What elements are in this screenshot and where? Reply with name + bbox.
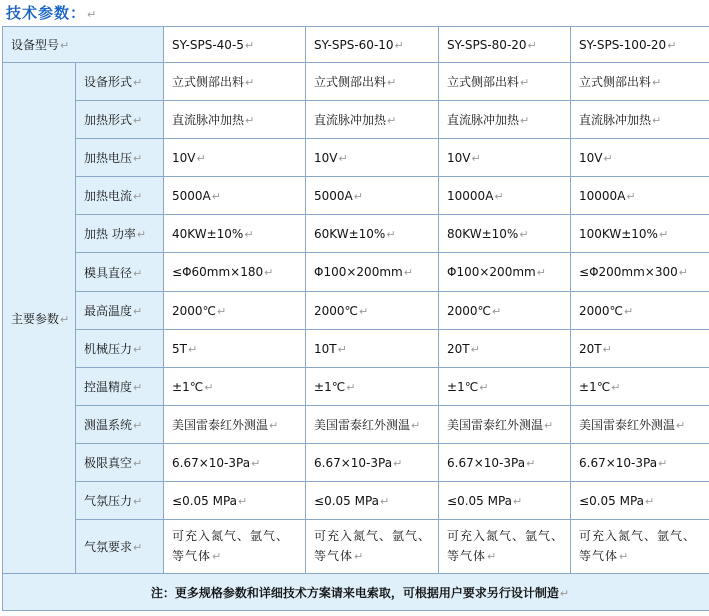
param-value: ≤0.05 MPa xyxy=(579,493,645,508)
param-value-cell xyxy=(164,482,306,520)
param-value-cell xyxy=(164,177,306,215)
param-label: 加热电流 xyxy=(84,189,133,203)
param-value-cell xyxy=(164,292,306,330)
param-label-cell xyxy=(76,215,164,253)
param-value: 10000A xyxy=(579,188,626,203)
param-value-cell xyxy=(164,253,306,292)
param-value-cell xyxy=(439,406,571,444)
param-value-cell xyxy=(439,253,571,292)
model-cell xyxy=(439,27,571,63)
param-value-cell xyxy=(164,444,306,482)
param-value-cell xyxy=(306,406,439,444)
param-value: 6.67×10-3Pa xyxy=(314,455,393,470)
section-title xyxy=(6,2,97,23)
paragraph-mark-icon: ↵ xyxy=(602,342,612,356)
paragraph-mark-icon: ↵ xyxy=(658,456,668,470)
param-value: 60KW±10% xyxy=(314,226,386,241)
param-value-cell xyxy=(571,253,709,292)
param-value: 直流脉冲加热 xyxy=(447,113,520,127)
model-name: SY-SPS-80-20 xyxy=(447,37,527,52)
table-row-note xyxy=(3,574,709,611)
paragraph-mark-icon: ↵ xyxy=(494,189,504,203)
param-value-cell xyxy=(571,101,709,139)
paragraph-mark-icon: ↵ xyxy=(626,189,636,203)
paragraph-mark-icon: ↵ xyxy=(133,419,143,432)
paragraph-mark-icon: ↵ xyxy=(624,304,634,318)
param-value-cell xyxy=(164,368,306,406)
param-value: 立式侧部出料 xyxy=(579,75,652,89)
paragraph-mark-icon: ↵ xyxy=(471,151,481,165)
param-value-cell xyxy=(164,406,306,444)
paragraph-mark-icon: ↵ xyxy=(667,38,677,52)
param-value: 美国雷泰红外测温 xyxy=(447,418,544,432)
paragraph-mark-icon: ↵ xyxy=(353,189,363,203)
table-row xyxy=(3,253,709,292)
param-value: 5000A xyxy=(314,188,353,203)
paragraph-mark-icon: ↵ xyxy=(559,586,570,600)
param-value-cell xyxy=(306,292,439,330)
paragraph-mark-icon: ↵ xyxy=(264,266,274,279)
model-label-cell xyxy=(3,27,164,63)
param-value: 可充入氮气、氩气、等气体 xyxy=(172,529,290,563)
param-value: 2000℃ xyxy=(172,303,217,318)
paragraph-mark-icon: ↵ xyxy=(411,419,421,432)
param-label-cell xyxy=(76,520,164,574)
param-value: 美国雷泰红外测温 xyxy=(579,418,676,432)
paragraph-mark-icon: ↵ xyxy=(187,342,198,356)
param-value: ≤0.05 MPa xyxy=(447,493,513,508)
paragraph-mark-icon: ↵ xyxy=(387,76,397,89)
param-value-cell xyxy=(306,101,439,139)
paragraph-mark-icon: ↵ xyxy=(536,266,546,279)
paragraph-mark-icon: ↵ xyxy=(470,342,480,356)
param-label: 模具直径 xyxy=(84,265,133,280)
param-value: Φ100×200mm xyxy=(314,265,403,279)
param-value: 20T xyxy=(447,341,470,356)
param-value-cell xyxy=(571,215,709,253)
param-value: 10V xyxy=(579,150,603,165)
paragraph-mark-icon: ↵ xyxy=(645,494,655,508)
param-value: 6.67×10-3Pa xyxy=(447,455,526,470)
spec-table xyxy=(2,26,709,611)
table-row xyxy=(3,330,709,368)
model-name: SY-SPS-60-10 xyxy=(314,37,394,52)
param-label: 极限真空 xyxy=(84,456,133,470)
paragraph-mark-icon: ↵ xyxy=(133,266,143,280)
paragraph-mark-icon: ↵ xyxy=(403,266,413,279)
param-value-cell xyxy=(571,520,709,574)
paragraph-mark-icon: ↵ xyxy=(513,494,523,508)
param-value-cell xyxy=(306,215,439,253)
param-label-cell xyxy=(76,63,164,101)
param-label: 加热 功率 xyxy=(84,227,136,241)
param-value-cell xyxy=(439,368,571,406)
paragraph-mark-icon: ↵ xyxy=(133,381,143,394)
paragraph-mark-icon: ↵ xyxy=(519,227,529,241)
paragraph-mark-icon: ↵ xyxy=(133,76,143,89)
param-value: 美国雷泰红外测温 xyxy=(172,418,269,432)
param-value: 6.67×10-3Pa xyxy=(172,455,251,470)
param-value-cell xyxy=(439,215,571,253)
param-value-cell xyxy=(571,406,709,444)
paragraph-mark-icon: ↵ xyxy=(520,114,530,127)
param-value: 直流脉冲加热 xyxy=(579,113,652,127)
param-value-cell xyxy=(306,63,439,101)
paragraph-mark-icon: ↵ xyxy=(133,305,143,318)
param-value-cell xyxy=(306,482,439,520)
paragraph-mark-icon: ↵ xyxy=(337,342,347,356)
paragraph-mark-icon: ↵ xyxy=(359,304,369,318)
paragraph-mark-icon: ↵ xyxy=(354,550,365,563)
param-value-cell xyxy=(306,139,439,177)
param-label-cell xyxy=(76,330,164,368)
param-value: 6.67×10-3Pa xyxy=(579,455,658,470)
param-value: 2000℃ xyxy=(579,303,624,318)
param-label-cell xyxy=(76,292,164,330)
paragraph-mark-icon: ↵ xyxy=(211,189,221,203)
paragraph-mark-icon: ↵ xyxy=(251,456,261,470)
paragraph-mark-icon: ↵ xyxy=(479,380,489,394)
param-label: 控温精度 xyxy=(84,380,133,394)
param-value-cell xyxy=(306,177,439,215)
paragraph-mark-icon: ↵ xyxy=(346,380,356,394)
param-value: ±1℃ xyxy=(172,379,204,394)
table-row xyxy=(3,292,709,330)
param-value-cell xyxy=(306,330,439,368)
param-value: 40KW±10% xyxy=(172,226,244,241)
param-value: 立式侧部出料 xyxy=(447,75,520,89)
paragraph-mark-icon: ↵ xyxy=(269,419,279,432)
note-cell xyxy=(3,574,709,611)
param-value-cell xyxy=(164,101,306,139)
note-text: 注：更多规格参数和详细技术方案请来电索取，可根据用户要求另行设计制造 xyxy=(150,585,559,600)
param-value: 美国雷泰红外测温 xyxy=(314,418,411,432)
paragraph-mark-icon: ↵ xyxy=(619,550,630,563)
param-label: 最高温度 xyxy=(84,304,133,318)
param-value-cell xyxy=(571,482,709,520)
param-label-cell xyxy=(76,444,164,482)
param-value-cell xyxy=(306,520,439,574)
param-label: 气氛要求 xyxy=(84,540,133,554)
paragraph-mark-icon: ↵ xyxy=(87,8,98,21)
paragraph-mark-icon: ↵ xyxy=(204,380,214,394)
group-label: 主要参数 xyxy=(11,311,60,326)
paragraph-mark-icon: ↵ xyxy=(487,550,498,563)
param-value: ≤0.05 MPa xyxy=(172,493,238,508)
paragraph-mark-icon: ↵ xyxy=(393,456,403,470)
param-label: 机械压力 xyxy=(84,342,133,356)
param-value-cell xyxy=(164,520,306,574)
param-value: 10V xyxy=(172,150,196,165)
param-value-cell xyxy=(571,63,709,101)
paragraph-mark-icon: ↵ xyxy=(133,190,143,203)
paragraph-mark-icon: ↵ xyxy=(678,266,688,279)
paragraph-mark-icon: ↵ xyxy=(212,550,223,563)
param-value-cell xyxy=(571,368,709,406)
param-value-cell xyxy=(306,444,439,482)
param-label-cell xyxy=(76,177,164,215)
table-row xyxy=(3,482,709,520)
paragraph-mark-icon: ↵ xyxy=(526,456,536,470)
param-value: 直流脉冲加热 xyxy=(172,113,245,127)
model-cell xyxy=(164,27,306,63)
model-name: SY-SPS-100-20 xyxy=(579,37,667,52)
param-value: 5T xyxy=(172,341,187,356)
table-row xyxy=(3,63,709,101)
paragraph-mark-icon: ↵ xyxy=(611,380,621,394)
paragraph-mark-icon: ↵ xyxy=(60,39,70,52)
table-row-header xyxy=(3,27,709,63)
param-label: 气氛压力 xyxy=(84,494,133,508)
param-value: ≤Φ200mm×300 xyxy=(579,265,678,279)
paragraph-mark-icon: ↵ xyxy=(394,38,404,52)
param-value: 可充入氮气、氩气、等气体 xyxy=(579,529,697,563)
param-value: ≤Φ60mm×180 xyxy=(172,265,264,279)
param-value-cell xyxy=(571,292,709,330)
param-value: 可充入氮气、氩气、等气体 xyxy=(447,529,565,563)
paragraph-mark-icon: ↵ xyxy=(245,114,255,127)
paragraph-mark-icon: ↵ xyxy=(217,304,227,318)
paragraph-mark-icon: ↵ xyxy=(245,76,255,89)
param-label-cell xyxy=(76,368,164,406)
param-label-cell xyxy=(76,406,164,444)
section-title-text: 技术参数： xyxy=(6,4,87,22)
param-value: ≤0.05 MPa xyxy=(314,493,380,508)
param-label: 加热电压 xyxy=(84,151,133,165)
paragraph-mark-icon: ↵ xyxy=(244,38,255,52)
model-label: 设备型号 xyxy=(11,38,60,52)
paragraph-mark-icon: ↵ xyxy=(652,76,662,89)
param-value-cell xyxy=(439,330,571,368)
param-label-cell xyxy=(76,139,164,177)
param-label-cell xyxy=(76,482,164,520)
table-row xyxy=(3,406,709,444)
param-value-cell xyxy=(571,139,709,177)
param-value-cell xyxy=(306,253,439,292)
param-label-cell xyxy=(76,253,164,292)
param-value-cell xyxy=(439,482,571,520)
paragraph-mark-icon: ↵ xyxy=(380,494,390,508)
model-cell xyxy=(571,27,709,63)
model-cell xyxy=(306,27,439,63)
paragraph-mark-icon: ↵ xyxy=(136,228,147,241)
paragraph-mark-icon: ↵ xyxy=(658,227,669,241)
param-value: ±1℃ xyxy=(579,379,611,394)
param-value-cell xyxy=(571,177,709,215)
paragraph-mark-icon: ↵ xyxy=(387,114,397,127)
param-value-cell xyxy=(439,63,571,101)
table-row xyxy=(3,520,709,574)
param-value: 20T xyxy=(579,341,602,356)
param-label: 测温系统 xyxy=(84,418,133,432)
param-value-cell xyxy=(164,63,306,101)
param-value-cell xyxy=(439,520,571,574)
paragraph-mark-icon: ↵ xyxy=(238,494,248,508)
param-value: 立式侧部出料 xyxy=(172,75,245,89)
param-label-cell xyxy=(76,101,164,139)
table-row xyxy=(3,177,709,215)
param-value-cell xyxy=(439,139,571,177)
param-value-cell xyxy=(439,444,571,482)
param-value-cell xyxy=(164,215,306,253)
paragraph-mark-icon: ↵ xyxy=(244,227,254,241)
paragraph-mark-icon: ↵ xyxy=(603,151,613,165)
param-value: 5000A xyxy=(172,188,211,203)
paragraph-mark-icon: ↵ xyxy=(133,152,143,165)
param-value: 100KW±10% xyxy=(579,226,658,241)
table-row xyxy=(3,368,709,406)
group-label-cell xyxy=(3,63,76,574)
param-value: ±1℃ xyxy=(447,379,479,394)
paragraph-mark-icon: ↵ xyxy=(133,495,143,508)
param-label: 设备形式 xyxy=(84,75,133,89)
paragraph-mark-icon: ↵ xyxy=(386,227,396,241)
param-value: Φ100×200mm xyxy=(447,265,536,279)
paragraph-mark-icon: ↵ xyxy=(133,541,143,554)
paragraph-mark-icon: ↵ xyxy=(60,312,70,326)
paragraph-mark-icon: ↵ xyxy=(133,343,143,356)
paragraph-mark-icon: ↵ xyxy=(676,419,686,432)
paragraph-mark-icon: ↵ xyxy=(196,151,206,165)
table-row xyxy=(3,139,709,177)
param-value-cell xyxy=(439,177,571,215)
param-value: 10T xyxy=(314,341,337,356)
param-value: 10V xyxy=(447,150,471,165)
param-value: 立式侧部出料 xyxy=(314,75,387,89)
table-row xyxy=(3,215,709,253)
param-value: 可充入氮气、氩气、等气体 xyxy=(314,529,432,563)
param-value-cell xyxy=(439,292,571,330)
paragraph-mark-icon: ↵ xyxy=(133,114,143,127)
model-name: SY-SPS-40-5 xyxy=(172,37,244,52)
param-value: 2000℃ xyxy=(447,303,492,318)
paragraph-mark-icon: ↵ xyxy=(544,419,554,432)
paragraph-mark-icon: ↵ xyxy=(520,76,530,89)
param-value-cell xyxy=(164,330,306,368)
table-row xyxy=(3,101,709,139)
paragraph-mark-icon: ↵ xyxy=(652,114,662,127)
spec-table-body xyxy=(3,27,709,611)
param-value-cell xyxy=(306,368,439,406)
param-value-cell xyxy=(571,330,709,368)
param-value: 80KW±10% xyxy=(447,226,519,241)
paragraph-mark-icon: ↵ xyxy=(133,457,143,470)
param-value: 2000℃ xyxy=(314,303,359,318)
param-value: ±1℃ xyxy=(314,379,346,394)
param-value-cell xyxy=(439,101,571,139)
param-value-cell xyxy=(164,139,306,177)
paragraph-mark-icon: ↵ xyxy=(338,151,348,165)
param-value: 10000A xyxy=(447,188,494,203)
param-value-cell xyxy=(571,444,709,482)
param-value: 直流脉冲加热 xyxy=(314,113,387,127)
table-row xyxy=(3,444,709,482)
param-label: 加热形式 xyxy=(84,113,133,127)
paragraph-mark-icon: ↵ xyxy=(527,38,537,52)
paragraph-mark-icon: ↵ xyxy=(492,304,502,318)
param-value: 10V xyxy=(314,150,338,165)
